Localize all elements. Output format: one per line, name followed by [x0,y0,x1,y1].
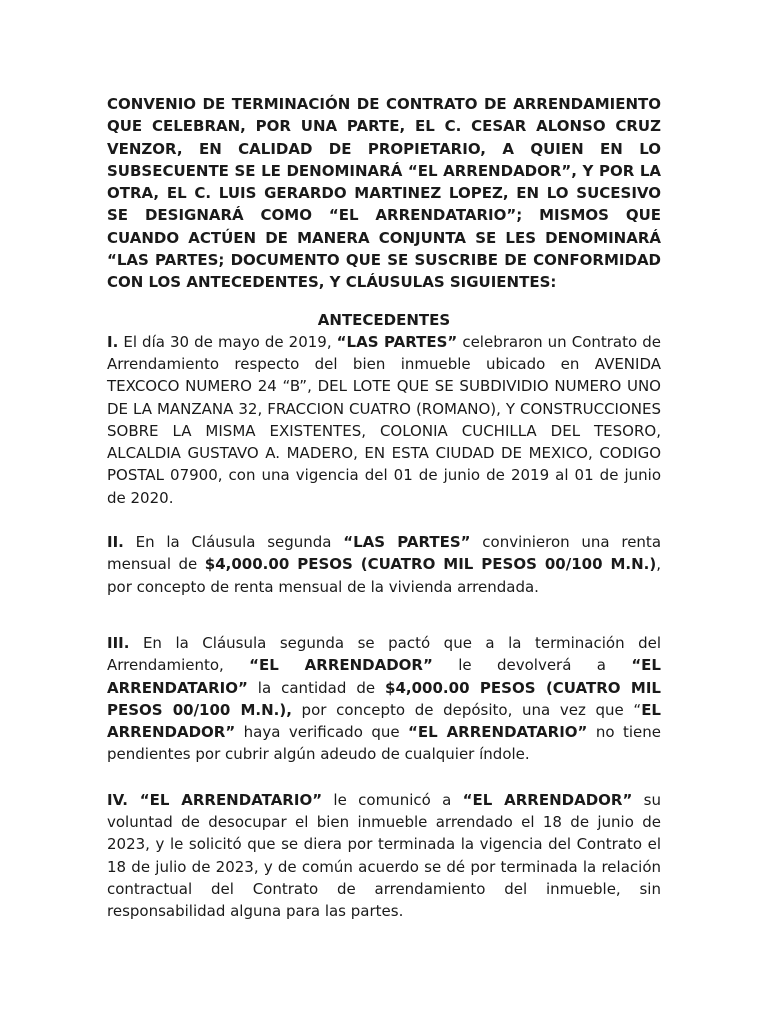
bold-term: “EL ARRENDADOR” [249,656,433,675]
bold-term: “EL ARRENDATARIO” [127,790,323,809]
antecedente-paragraph-1 [107,331,661,509]
paragraph-text: le comunicó a [322,790,463,809]
antecedente-paragraph-4 [107,789,661,923]
bold-amount: $4,000.00 PESOS (CUATRO MIL PESOS 00/100 M.N.), [107,678,661,719]
paragraph-number: IV. [107,790,128,809]
paragraph-number: II. [107,533,124,552]
bold-term: “EL ARRENDADOR” [462,790,633,809]
paragraph-text: convinieron una renta mensual de [107,533,662,574]
paragraph-text: su voluntad de desocupar el bien inmueble arrendado el 18 de junio de 2023, y le solicitó que se diera por terminada la vigencia del Contrato el 18 de julio de 2023, y de común acuerdo se dé por terminada la relación contractual del Contrato de arrendamiento del inmueble, sin responsabilidad alguna para las partes. [107,790,661,921]
paragraph-text: En la Cláusula segunda se pactó que a la terminación del Arrendamiento, [107,633,661,675]
bold-term: “LAS PARTES” [343,533,471,552]
section-title-antecedentes: ANTECEDENTES [317,310,451,329]
paragraph-text: En la Cláusula segunda [123,533,344,552]
paragraph-number: I. [107,332,119,351]
antecedente-paragraph-3 [107,632,661,766]
paragraph-text: no tiene pendientes por cubrir algún adeudo de cualquier índole. [107,723,661,764]
document-heading: CONVENIO DE TERMINACIÓN DE CONTRATO DE ARRENDAMIENTO QUE CELEBRAN, POR UNA PARTE, EL C. CESAR ALONSO CRUZ VENZOR, EN CALIDAD DE PROPIETARIO, A QUIEN EN LO SUBSECUENTE SE LE DENOMINARÁ “EL ARRENDADOR”, Y POR LA OTRA, EL C. LUIS GERARDO MARTINEZ LOPEZ, EN LO SUCESIVO SE DESIGNARÁ COMO “EL ARRENDATARIO”; MISMOS QUE CUANDO ACTÚEN DE MANERA CONJUNTA SE LES DENOMINARÁ “LAS PARTES; DOCUMENTO QUE SE SUSCRIBE DE CONFORMIDAD CON LOS ANTECEDENTES, Y CLÁUSULAS SIGUIENTES: [107,95,661,292]
bold-term: “EL ARRENDATARIO” [408,723,588,742]
document-page [107,93,661,923]
paragraph-number: III. [107,633,130,652]
paragraph-text: , por concepto de renta mensual de la vivienda arrendada. [107,555,661,596]
paragraph-text: le devolverá a [432,656,632,675]
paragraph-text: por concepto de depósito, una vez que “ [291,700,642,719]
bold-term: “LAS PARTES” [336,332,458,351]
paragraph-text: celebraron un Contrato de Arrendamiento respecto del bien inmueble ubicado en AVENIDA TEXCOCO NUMERO 24 “B”, DEL LOTE QUE SE SUBDIVIDIO NUMERO UNO DE LA MANZANA 32, FRACCION CUATRO (ROMANO), Y CONSTRUCCIONES SOBRE LA MISMA EXISTENTES, COLONIA CUCHILLA DEL TESORO, ALCALDIA GUSTAVO A. MADERO, EN ESTA CIUDAD DE MEXICO, CODIGO POSTAL 07900, con una vigencia del 01 de junio de 2019 al 01 de junio de 2020. [107,332,661,507]
paragraph-text: El día 30 de mayo de 2019, [118,332,337,351]
bold-term: “EL ARRENDATARIO” [107,656,661,697]
bold-amount: $4,000.00 PESOS (CUATRO MIL PESOS 00/100 M.N.) [204,555,657,574]
paragraph-text: la cantidad de [247,678,386,697]
antecedente-paragraph-2 [107,531,661,598]
bold-term: EL ARRENDADOR” [107,700,661,742]
paragraph-text: haya verificado que [235,723,409,742]
